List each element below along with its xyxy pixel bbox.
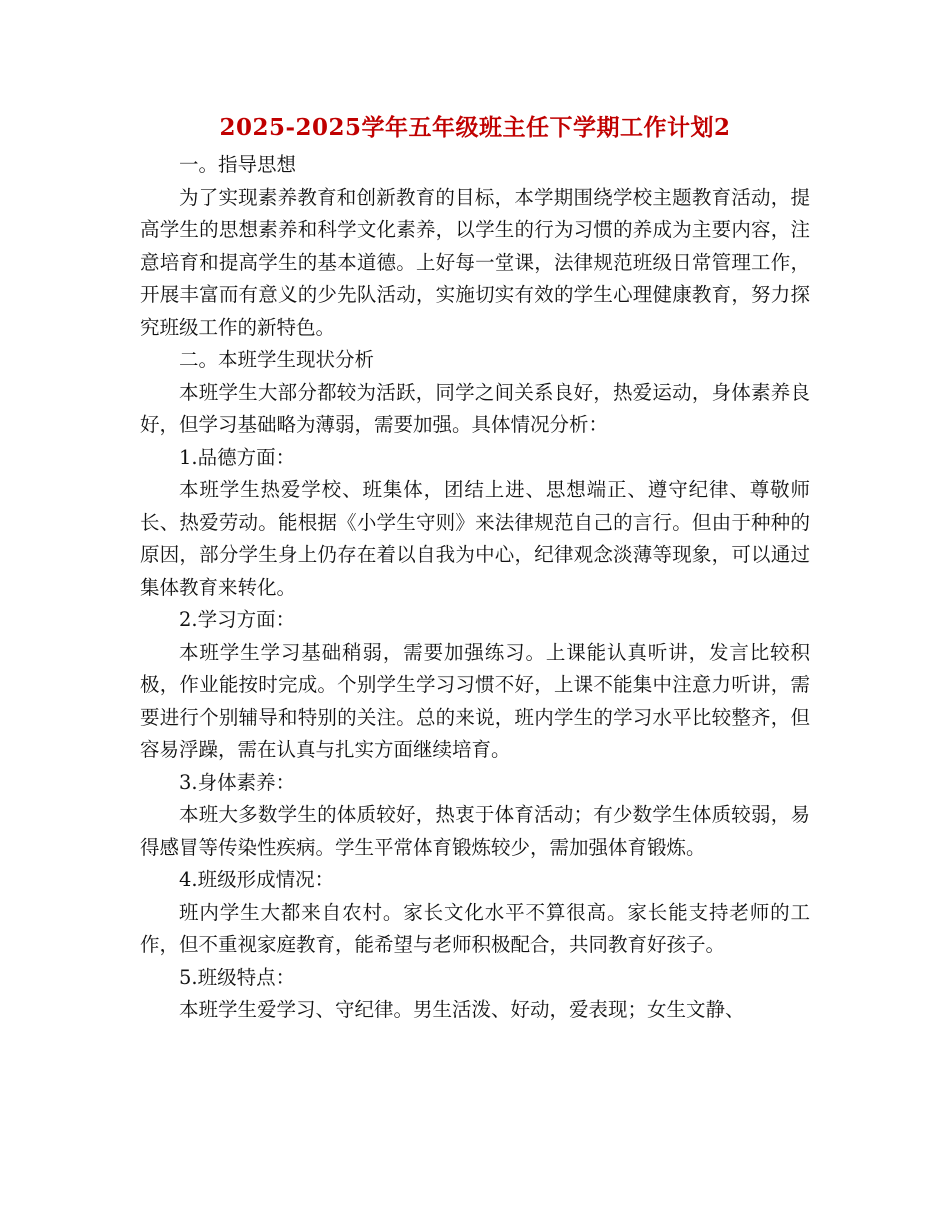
paragraph: 本班学生热爱学校、班集体，团结上进、思想端正、遵守纪律、尊敬师长、热爱劳动。能根据《小学生守则》来法律规范自己的言行。但由于种种的原因，部分学生身上仍存在着以自我为中心，纪律观念淡薄等现象，可以通过集体教育来转化。 [140,478,810,599]
heading-class-status-analysis: 二。本班学生现状分析 [179,348,375,371]
subheading-physical: 3.身体素养： [179,770,296,794]
paragraph: 本班学生大部分都较为活跃，同学之间关系良好，热爱运动，身体素养良好，但学习基础略为薄弱，需要加强。具体情况分析： [140,380,810,436]
document-body [140,149,810,1027]
subheading-study: 2.学习方面： [179,608,296,631]
paragraph: 本班大多数学生的体质较好，热衷于体育活动；有少数学生体质较弱，易得感冒等传染性疾病。学生平常体育锻炼较少，需加强体育锻炼。 [140,803,810,859]
paragraph: 本班学生爱学习、守纪律。男生活泼、好动，爱表现；女生文静、 [179,998,745,1021]
subheading-class-formation: 4.班级形成情况： [179,868,335,891]
paragraph: 为了实现素养教育和创新教育的目标，本学期围绕学校主题教育活动，提高学生的思想素养和科学文化素养，以学生的行为习惯的养成为主要内容，注意培育和提高学生的基本道德。上好每一堂课，法律规范班级日常管理工作，开展丰富而有意义的少先队活动，实施切实有效的学生心理健康教育，努力探究班级工作的新特色。 [140,185,810,339]
heading-guiding-ideology: 一。指导思想 [179,153,297,176]
subheading-moral: 1.品德方面： [179,445,296,469]
paragraph: 本班学生学习基础稍弱，需要加强练习。上课能认真听讲，发言比较积极，作业能按时完成。个别学生学习习惯不好，上课不能集中注意力听讲，需要进行个别辅导和特别的关注。总的来说，班内学生的学习水平比较整齐，但容易浮躁，需在认真与扎实方面继续培育。 [140,640,810,761]
document-title: 2025-2025学年五年级班主任下学期工作计划2 [219,114,731,141]
subheading-class-features: 5.班级特点： [179,965,296,989]
paragraph: 班内学生大都来自农村。家长文化水平不算很高。家长能支持老师的工作，但不重视家庭教育，能希望与老师积极配合，共同教育好孩子。 [140,900,810,956]
